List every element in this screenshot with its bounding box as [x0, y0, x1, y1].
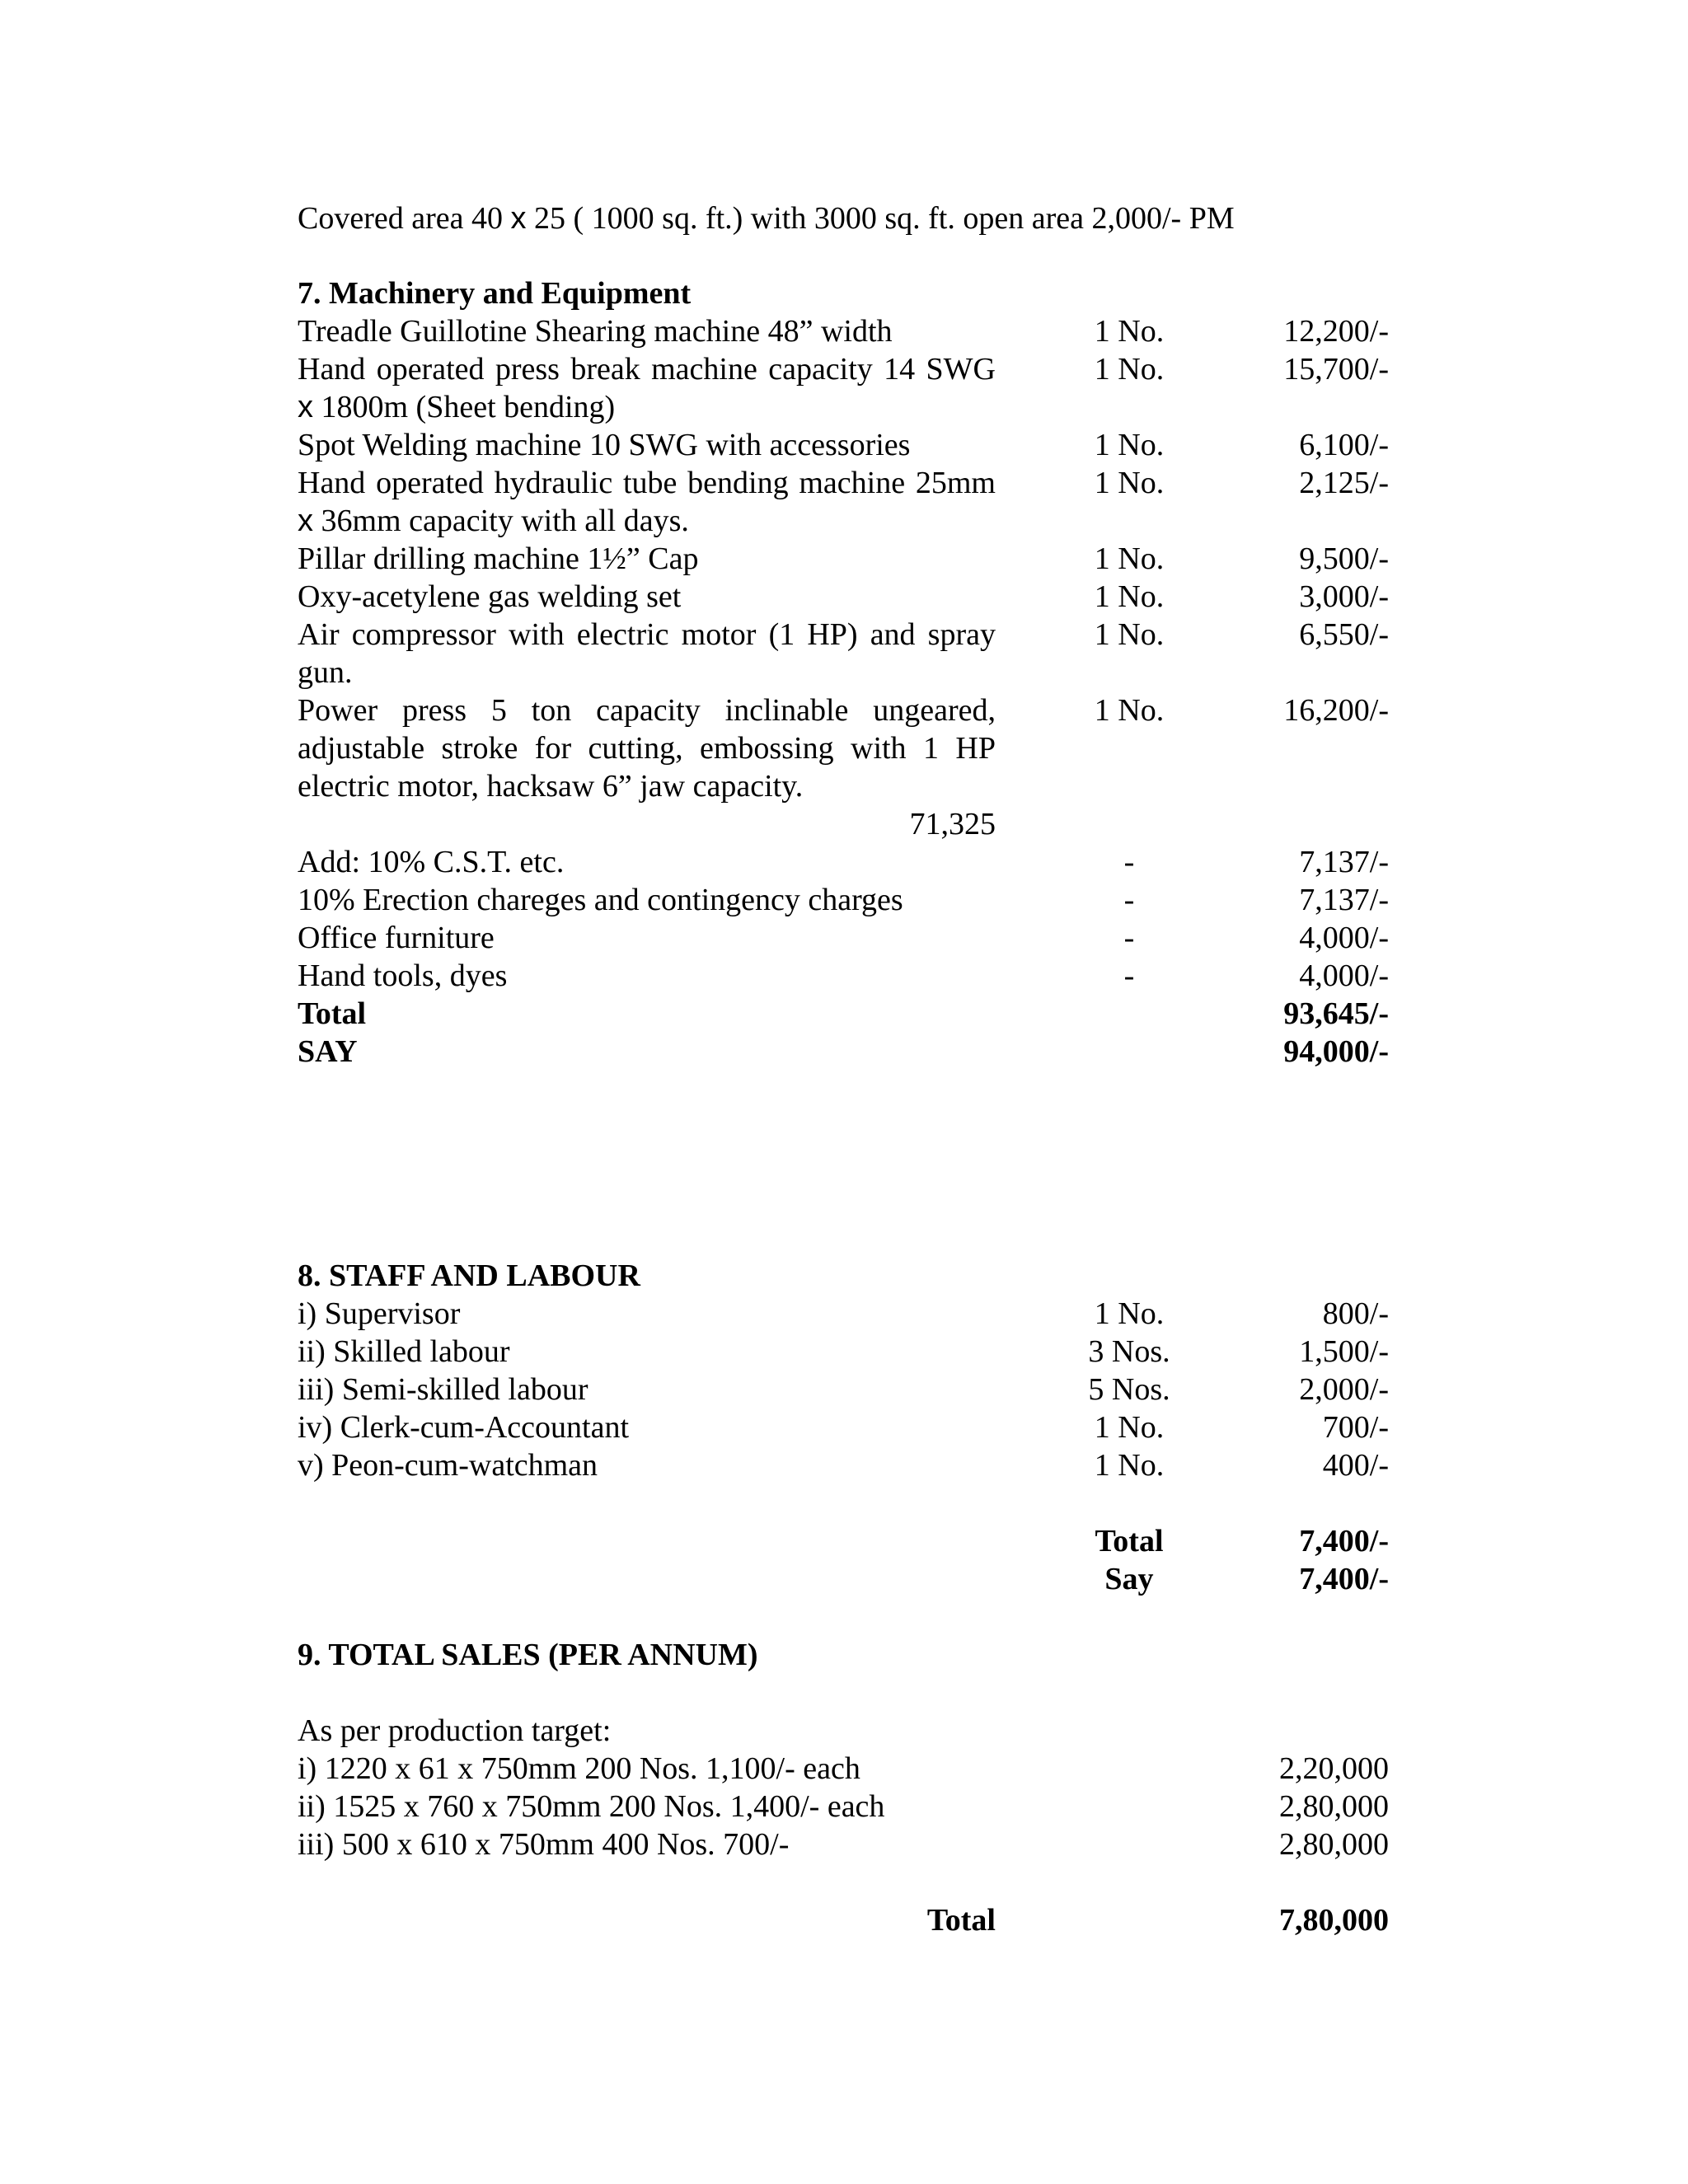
machinery-total-label: Total	[298, 996, 367, 1031]
staff-total-label: Total	[1095, 1524, 1164, 1558]
machinery-heading: 7. Machinery and Equipment	[298, 276, 692, 311]
machinery-qty: 1 No.	[1094, 693, 1165, 728]
staff-desc: iii) Semi-skilled labour	[298, 1372, 588, 1407]
machinery-amount: 16,200/-	[1283, 693, 1389, 728]
sales-desc: ii) 1525 x 760 x 750mm 200 Nos. 1,400/- each	[298, 1789, 885, 1824]
machinery-desc-part: Hand operated press break machine capacity 14 SWG	[298, 352, 996, 387]
machinery-desc: Air compressor with electric motor (1 HP) and spray gun.	[298, 617, 996, 690]
staff-qty: 3 Nos.	[1088, 1334, 1170, 1369]
machinery-total-value: 93,645/-	[1283, 996, 1389, 1031]
machinery-amount: 6,100/-	[1299, 428, 1389, 462]
staff-say-value: 7,400/-	[1299, 1562, 1389, 1596]
sales-amount: 2,80,000	[1279, 1827, 1389, 1862]
machinery-desc-x: x	[298, 390, 313, 424]
sales-total-value: 7,80,000	[1279, 1903, 1389, 1938]
staff-amount: 700/-	[1322, 1410, 1389, 1445]
staff-amount: 2,000/-	[1299, 1372, 1389, 1407]
covered-area-line	[298, 199, 1235, 237]
staff-say-label: Say	[1104, 1562, 1154, 1596]
covered-area-suffix: 25 ( 1000 sq. ft.) with 3000 sq. ft. open area 2,000/- PM	[526, 201, 1235, 236]
machinery-qty: 1 No.	[1094, 428, 1165, 462]
covered-area-prefix: Covered area 40	[298, 201, 511, 236]
machinery-amount: 9,500/-	[1299, 541, 1389, 576]
machinery-desc: Power press 5 ton capacity inclinable ungeared, adjustable stroke for cutting, embossing with 1 HP electric motor, hacksaw 6” jaw capacity.	[298, 693, 996, 804]
addition-qty: -	[1123, 845, 1135, 879]
machinery-desc	[298, 350, 996, 426]
addition-qty: -	[1123, 921, 1135, 955]
staff-heading: 8. STAFF AND LABOUR	[298, 1258, 640, 1293]
staff-qty: 5 Nos.	[1088, 1372, 1170, 1407]
addition-amount: 7,137/-	[1299, 845, 1389, 879]
machinery-desc: Treadle Guillotine Shearing machine 48” width	[298, 314, 893, 349]
machinery-qty: 1 No.	[1094, 541, 1165, 576]
staff-qty: 1 No.	[1094, 1410, 1165, 1445]
machinery-amount: 3,000/-	[1299, 579, 1389, 614]
addition-amount: 4,000/-	[1299, 921, 1389, 955]
staff-qty: 1 No.	[1094, 1448, 1165, 1483]
machinery-desc-part: 36mm capacity with all days.	[313, 504, 689, 538]
machinery-desc: Pillar drilling machine 1½” Cap	[298, 541, 699, 576]
machinery-say-label: SAY	[298, 1034, 358, 1069]
addition-qty: -	[1123, 883, 1135, 917]
machinery-desc-part: 1800m (Sheet bending)	[313, 390, 616, 424]
sales-amount: 2,20,000	[1279, 1751, 1389, 1786]
sales-total-label: Total	[926, 1903, 996, 1938]
staff-desc: v) Peon-cum-watchman	[298, 1448, 598, 1483]
machinery-amount: 12,200/-	[1283, 314, 1389, 349]
machinery-amount: 15,700/-	[1283, 352, 1389, 387]
staff-qty: 1 No.	[1094, 1296, 1165, 1331]
addition-amount: 4,000/-	[1299, 958, 1389, 993]
covered-area-x: x	[510, 201, 527, 236]
addition-desc: Office furniture	[298, 921, 495, 955]
addition-qty: -	[1123, 958, 1135, 993]
machinery-desc: Oxy-acetylene gas welding set	[298, 579, 682, 614]
sales-heading: 9. TOTAL SALES (PER ANNUM)	[298, 1638, 758, 1672]
machinery-desc-x: x	[298, 504, 313, 538]
machinery-qty: 1 No.	[1094, 466, 1165, 500]
machinery-qty: 1 No.	[1094, 314, 1165, 349]
staff-amount: 1,500/-	[1299, 1334, 1389, 1369]
machinery-qty: 1 No.	[1094, 617, 1165, 652]
machinery-say-value: 94,000/-	[1283, 1034, 1389, 1069]
sales-intro: As per production target:	[298, 1713, 612, 1748]
machinery-desc-part: Hand operated hydraulic tube bending machine 25mm	[298, 466, 996, 500]
machinery-qty: 1 No.	[1094, 352, 1165, 387]
sales-desc: iii) 500 x 610 x 750mm 400 Nos. 700/-	[298, 1827, 790, 1862]
staff-desc: iv) Clerk-cum-Accountant	[298, 1410, 630, 1445]
staff-amount: 400/-	[1322, 1448, 1389, 1483]
machinery-qty: 1 No.	[1094, 579, 1165, 614]
addition-desc: 10% Erection chareges and contingency charges	[298, 883, 903, 917]
machinery-subtotal: 71,325	[909, 807, 996, 841]
staff-total-value: 7,400/-	[1299, 1524, 1389, 1558]
machinery-amount: 2,125/-	[1299, 466, 1389, 500]
sales-amount: 2,80,000	[1279, 1789, 1389, 1824]
staff-amount: 800/-	[1322, 1296, 1389, 1331]
addition-amount: 7,137/-	[1299, 883, 1389, 917]
machinery-desc: Spot Welding machine 10 SWG with accessories	[298, 428, 911, 462]
addition-desc: Add: 10% C.S.T. etc.	[298, 845, 565, 879]
sales-desc: i) 1220 x 61 x 750mm 200 Nos. 1,100/- each	[298, 1751, 860, 1786]
machinery-amount: 6,550/-	[1299, 617, 1389, 652]
staff-desc: ii) Skilled labour	[298, 1334, 510, 1369]
staff-desc: i) Supervisor	[298, 1296, 461, 1331]
addition-desc: Hand tools, dyes	[298, 958, 508, 993]
machinery-desc	[298, 464, 996, 540]
